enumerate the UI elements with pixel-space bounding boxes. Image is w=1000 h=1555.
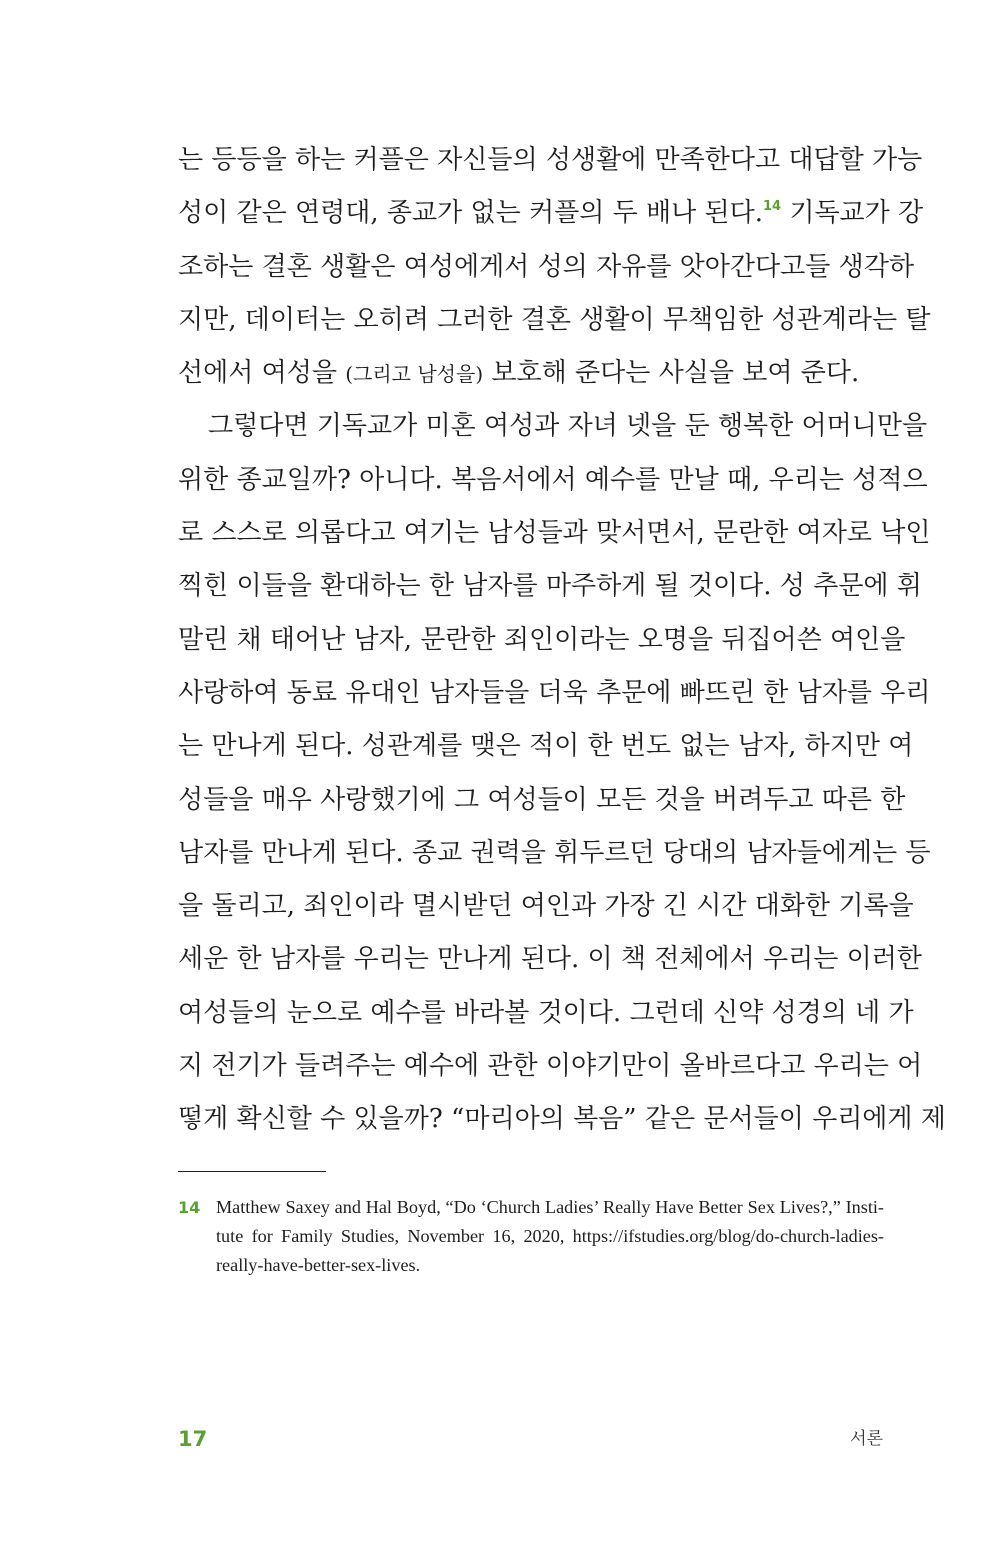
text-line: 여성들의 눈으로 예수를 바라볼 것이다. 그런데 신약 성경의 네 가 [178, 997, 914, 1028]
text-line: 지 전기가 들려주는 예수에 관한 이야기만이 올바르다고 우리는 어 [178, 1051, 923, 1082]
text-line: 찍힌 이들을 환대하는 한 남자를 마주하게 될 것이다. 성 추문에 휘 [178, 571, 922, 602]
running-head: 서론 [850, 1429, 883, 1449]
footnote-number: 14 [178, 1198, 201, 1217]
text-line [178, 347, 884, 400]
footnote-line: Matthew Saxey and Hal Boyd, “Do ‘Church Ladies’ Really Have Better Sex Lives?,” Insti- [216, 1197, 884, 1217]
text-line: 사랑하여 동료 유대인 남자들을 더욱 추문에 빠뜨린 한 남자를 우리 [178, 677, 931, 708]
footnote [178, 1193, 884, 1280]
text-line: 세운 한 남자를 우리는 만나게 된다. 이 책 전체에서 우리는 이러한 [178, 944, 922, 975]
footnote-text [216, 1193, 884, 1280]
text-line [178, 187, 924, 240]
text-segment: 보호해 준다는 사실을 보여 준다. [491, 358, 860, 389]
parenthetical-text: (그리고 남성을) [345, 362, 484, 387]
text-line: 을 돌리고, 죄인이라 멸시받던 여인과 가장 긴 시간 대화한 기록을 [178, 891, 914, 922]
body-text [178, 134, 946, 1147]
text-line: 는 만나게 된다. 성관계를 맺은 적이 한 번도 없는 남자, 하지만 여 [178, 731, 914, 762]
text-segment: 선에서 여성을 [178, 358, 337, 389]
text-line: 지만, 데이터는 오히려 그러한 결혼 생활이 무책임한 성관계라는 탈 [178, 304, 931, 335]
text-line: 로 스스로 의롭다고 여기는 남성들과 맞서면서, 문란한 여자로 낙인 [178, 518, 931, 549]
footnote-line: really-have-better-sex-lives. [216, 1255, 421, 1275]
text-line: 는 등등을 하는 커플은 자신들의 성생활에 만족한다고 대답할 가능 [178, 145, 923, 175]
text-line: 말린 채 태어난 남자, 문란한 죄인이라는 오명을 뒤집어쓴 여인을 [178, 624, 906, 655]
footnote-line: tute for Family Studies, November 16, 2020, https://ifstudies.org/blog/do-church-ladies- [216, 1226, 884, 1246]
text-line: 위한 종교일까? 아니다. 복음서에서 예수를 만날 때, 우리는 성적으 [178, 464, 928, 495]
text-line: 조하는 결혼 생활은 여성에게서 성의 자유를 앗아간다고들 생각하 [178, 251, 914, 282]
text-line: 떻게 확신할 수 있을까? “마리아의 복음” 같은 문서들이 우리에게 제 [178, 1104, 946, 1135]
text-segment: 성이 같은 연령대, 종교가 없는 커플의 두 배나 된다. [178, 198, 763, 229]
text-line: 남자를 만나게 된다. 종교 권력을 휘두르던 당대의 남자들에게는 등 [178, 837, 931, 868]
text-line: 그렇다면 기독교가 미혼 여성과 자녀 넷을 둔 행복한 어머니만을 [208, 411, 928, 442]
footnote-divider [178, 1171, 326, 1172]
text-segment: 기독교가 강 [789, 198, 924, 229]
page-number: 17 [178, 1427, 208, 1451]
footnote-reference[interactable]: 14 [762, 199, 782, 215]
text-line: 성들을 매우 사랑했기에 그 여성들이 모든 것을 버려두고 따른 한 [178, 784, 906, 815]
